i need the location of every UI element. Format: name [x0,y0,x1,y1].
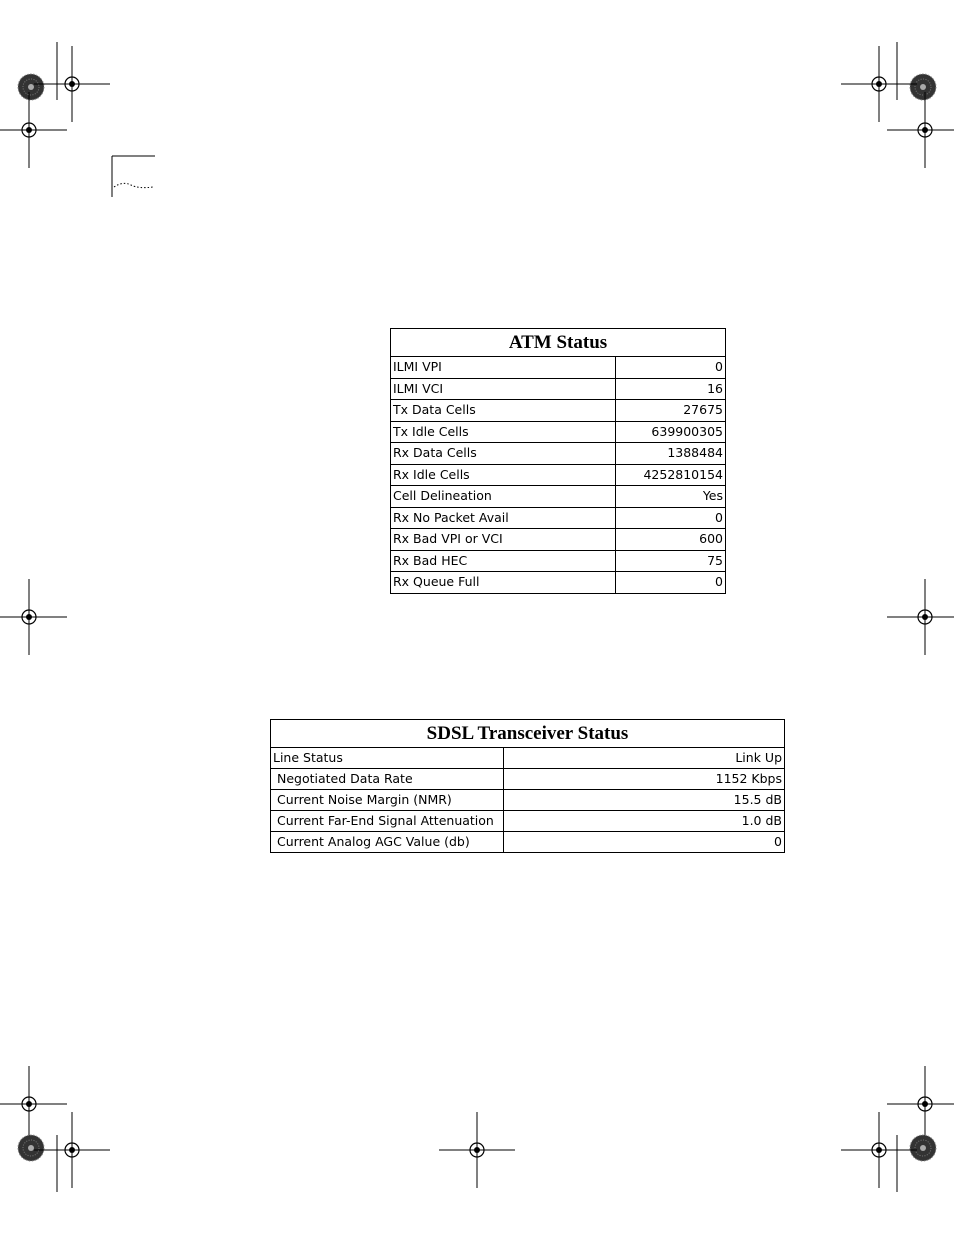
registration-crosshair-icon [0,579,67,655]
table-row [391,572,726,594]
row-value: 0 [616,357,726,379]
atm-status-header-row [391,329,726,357]
page-corner-icon [111,155,155,197]
row-value: 0 [616,507,726,529]
row-value: 4252810154 [616,464,726,486]
table-row [271,748,785,769]
row-label: Negotiated Data Rate [271,769,504,790]
row-label: Tx Data Cells [391,400,616,422]
row-label: Rx Queue Full [391,572,616,594]
registration-crosshair-icon [34,1112,110,1188]
row-value: 16 [616,378,726,400]
table-row [271,790,785,811]
atm-status-title: ATM Status [391,329,726,357]
registration-crosshair-icon [887,579,954,655]
registration-crosshair-icon [0,92,67,168]
row-value: Link Up [504,748,785,769]
registration-crosshair-icon [887,92,954,168]
row-label: Tx Idle Cells [391,421,616,443]
registration-crosshair-icon [841,1112,917,1188]
row-label: Rx Bad VPI or VCI [391,529,616,551]
table-row [391,464,726,486]
row-value: Yes [616,486,726,508]
row-value: 600 [616,529,726,551]
registration-crosshair-icon [34,46,110,122]
table-row [391,443,726,465]
registration-crosshair-icon [887,1066,954,1142]
registration-target-icon [18,1135,44,1161]
row-value: 1388484 [616,443,726,465]
row-label: ILMI VPI [391,357,616,379]
registration-crosshair-icon [439,1112,515,1188]
row-label: Rx Data Cells [391,443,616,465]
row-label: Rx Bad HEC [391,550,616,572]
row-value: 1152 Kbps [504,769,785,790]
row-label: Current Analog AGC Value (db) [271,832,504,853]
row-value: 0 [504,832,785,853]
registration-target-icon [18,74,44,100]
atm-status-table [390,328,726,594]
table-row [391,486,726,508]
table-row [391,550,726,572]
table-row [271,769,785,790]
registration-target-icon [910,1135,936,1161]
row-label: ILMI VCI [391,378,616,400]
table-row [391,400,726,422]
row-value: 1.0 dB [504,811,785,832]
table-row [391,507,726,529]
row-value: 15.5 dB [504,790,785,811]
registration-target-icon [910,74,936,100]
row-label: Rx Idle Cells [391,464,616,486]
table-row [391,357,726,379]
table-row [391,421,726,443]
row-value: 75 [616,550,726,572]
row-value: 27675 [616,400,726,422]
table-row [391,378,726,400]
registration-crosshair-icon [0,1066,67,1142]
row-value: 639900305 [616,421,726,443]
sdsl-status-title: SDSL Transceiver Status [271,720,785,748]
row-label: Current Noise Margin (NMR) [271,790,504,811]
sdsl-transceiver-status-table [270,719,785,853]
row-value: 0 [616,572,726,594]
table-row [271,811,785,832]
table-row [271,832,785,853]
row-label: Cell Delineation [391,486,616,508]
sdsl-status-header-row [271,720,785,748]
row-label: Rx No Packet Avail [391,507,616,529]
row-label: Current Far-End Signal Attenuation [271,811,504,832]
registration-crosshair-icon [841,46,917,122]
row-label: Line Status [271,748,504,769]
table-row [391,529,726,551]
